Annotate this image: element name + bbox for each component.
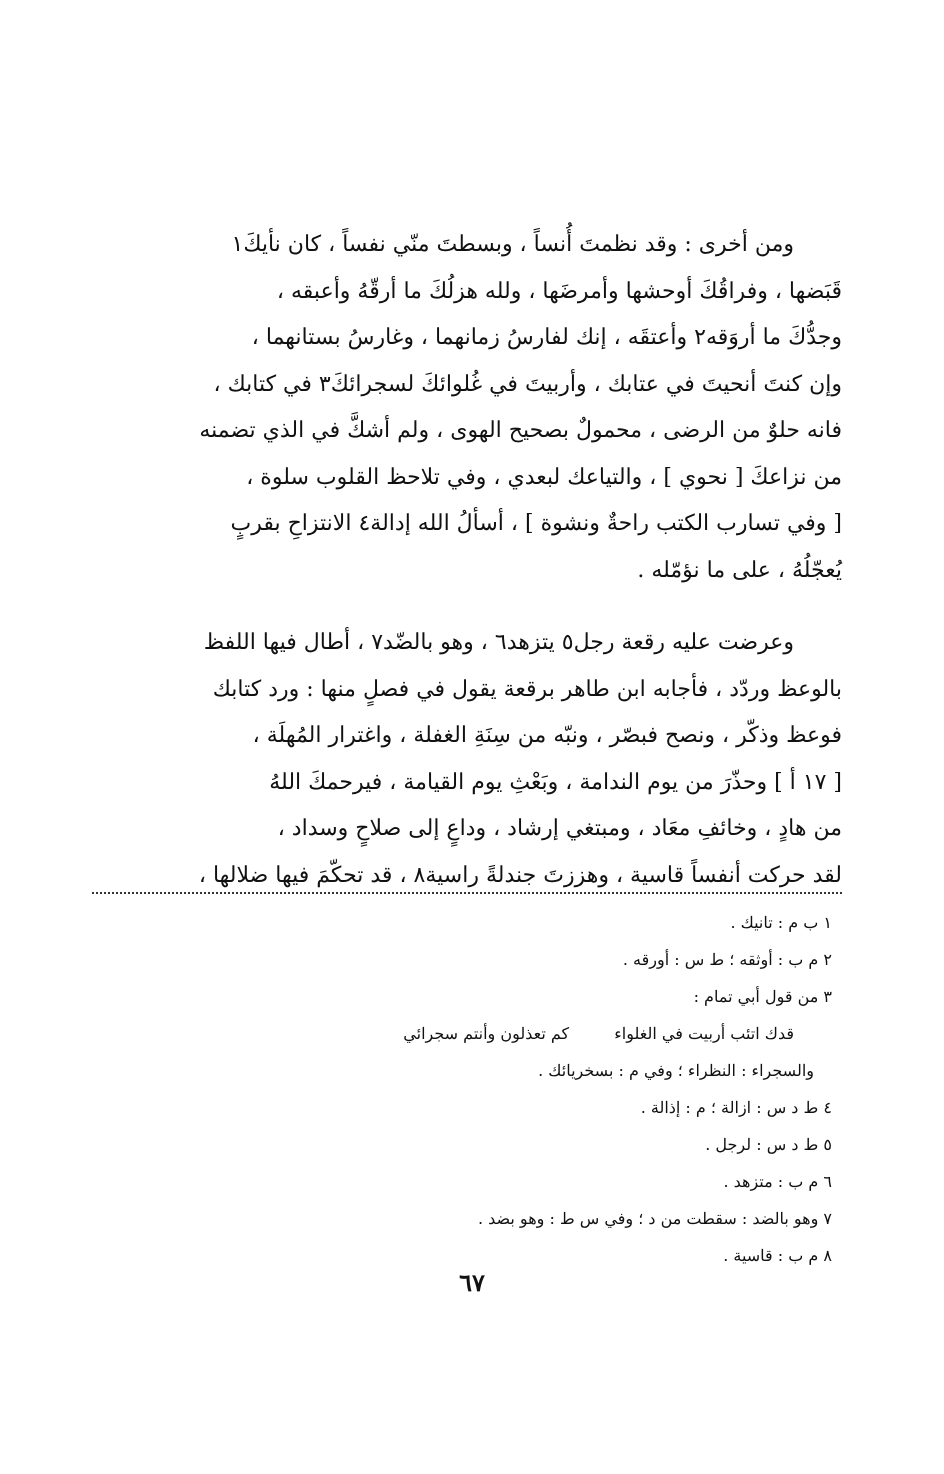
text-line: وجدُّكَ ما أروَقه٢ وأعتقَه ، إنك لفارسُ زمانهما ، وغارسُ بستانهما ،	[251, 325, 842, 350]
footnote-3: ٣ من قول أبي تمام :	[693, 987, 832, 1006]
paragraph-1	[92, 222, 842, 594]
text-line: لقد حركت أنفساً قاسية ، وهززتَ جندلةً راسية٨ ، قد تحكّمَ فيها ضلالها ،	[198, 862, 842, 888]
text-line: وعرضت عليه رقعة رجل٥ يتزهد٦ ، وهو بالضّد٧ ، أطال فيها اللفظ	[203, 630, 794, 655]
paragraph-2	[92, 620, 842, 899]
text-line: [ ١٧ أ ] وحذّرَ من يوم الندامة ، وبَعْثِ يوم القيامة ، فيرحمكَ اللهُ	[269, 769, 842, 795]
poem-first-hemistich: قدك اتئب أربيت في الغلواء	[614, 1024, 794, 1043]
footnote-1: ١ ب م : تانيك .	[730, 913, 832, 932]
text-line: بالوعظ وردّد ، فأجابه ابن طاهر برقعة يقول في فصلٍ منها : ورد كتابك	[212, 676, 842, 702]
footnote-2: ٢ م ب : أوثقه ؛ ط س : أورقه .	[622, 950, 832, 969]
footnote-7: ٧ وهو بالضد : سقطت من د ؛ وفي س ط : وهو بضد .	[477, 1209, 832, 1228]
footnote-8: ٨ م ب : قاسية .	[723, 1246, 832, 1265]
footnote-4: ٤ ط د س : ازالة ؛ م : إذالة .	[640, 1098, 832, 1117]
text-line: [ وفي تسارب الكتب راحةٌ ونشوة ] ، أسألُ الله إدالة٤ الانتزاحِ بقربٍ	[230, 511, 842, 536]
text-line: ومن أخرى : وقد نظمتَ أُنساً ، وبسطتَ منّي نفساً ، كان نأيكَ١	[231, 232, 794, 257]
footnote-divider	[92, 892, 842, 894]
footnote-3-poem-verse	[92, 1015, 832, 1052]
text-line: من نزاعكَ [ نحوي ] ، والتياعك لبعدي ، وفي تلاحظ القلوب سلوة ،	[246, 464, 842, 490]
footnotes	[92, 904, 832, 1274]
text-line: قَبَضها ، وفراقُكَ أوحشها وأمرضَها ، ولله هزلُكَ ما أرقّهُ وأعبقه ،	[276, 278, 842, 304]
main-text	[92, 222, 842, 899]
footnote-6: ٦ م ب : متزهد .	[723, 1172, 832, 1191]
text-line: فوعظ وذكّر ، ونصح فبصّر ، ونبّه من سِنَةِ الغفلة ، واغترار المُهلَة ،	[252, 723, 842, 748]
page-number: ٦٧	[459, 1268, 485, 1297]
poem-second-hemistich: كم تعذلون وأنتم سجرائي	[403, 1024, 570, 1043]
footnote-3-note: والسجراء : النظراء ؛ وفي م : بسخريائك .	[538, 1061, 814, 1080]
footnote-5: ٥ ط د س : لرجل .	[705, 1135, 832, 1154]
text-line: يُعجّلُهُ ، على ما نؤمّله .	[637, 557, 842, 583]
text-line: من هادٍ ، وخائفِ معَاد ، ومبتغي إرشاد ، وداعٍ إلى صلاحٍ وسداد ،	[277, 816, 842, 841]
text-line: فانه حلوٌ من الرضى ، محمولٌ بصحيح الهوى ، ولم أشكَّ في الذي تضمنه	[199, 418, 842, 443]
text-line: وإن كنتَ أنحيتَ في عتابك ، وأربيتَ في غُلوائكَ لسجرائكَ٣ في كتابك ،	[213, 371, 842, 397]
